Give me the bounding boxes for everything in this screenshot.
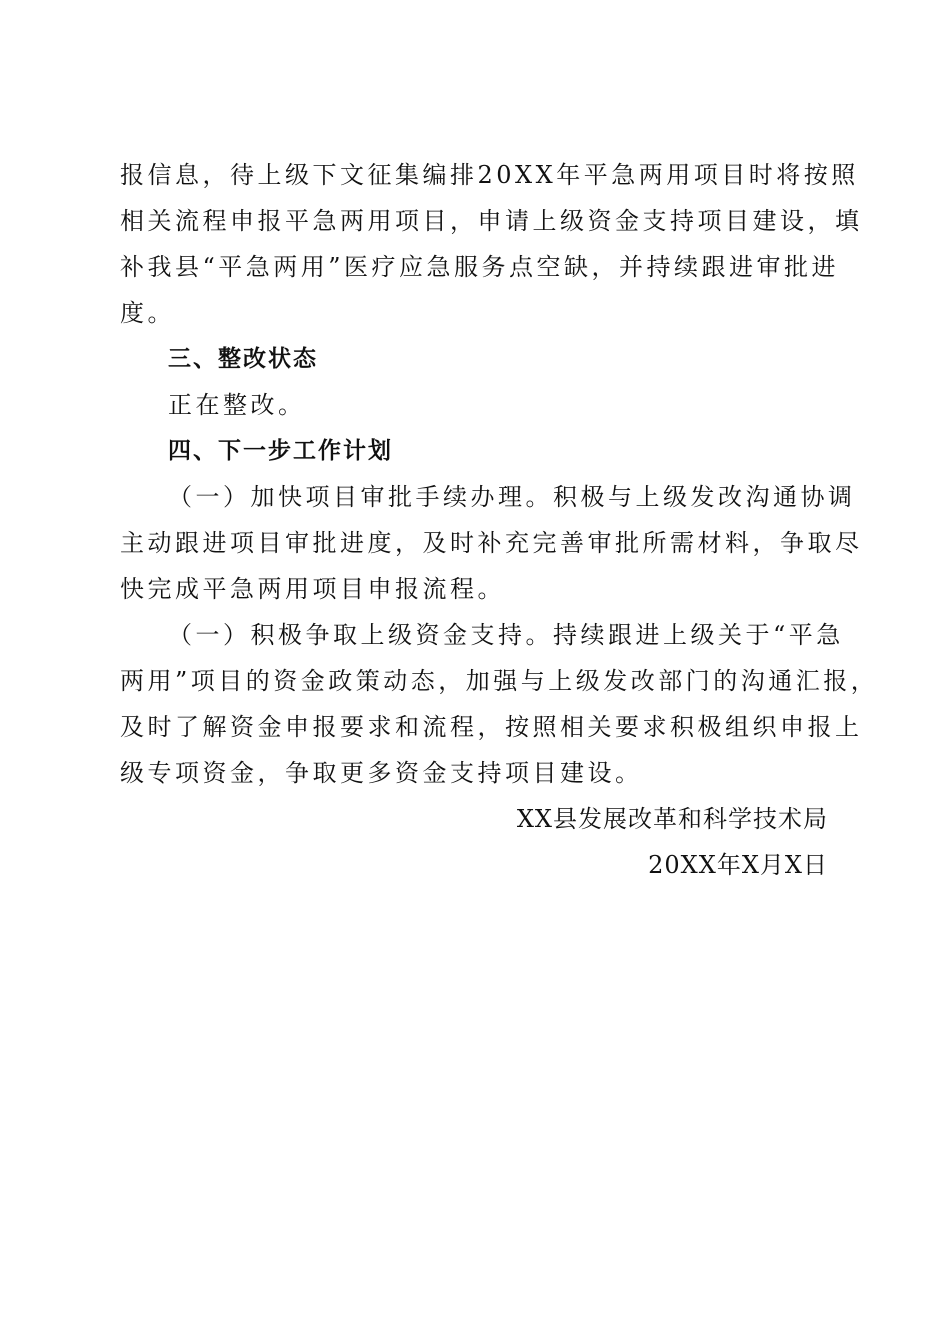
text-line: 相关流程申报平急两用项目，申请上级资金支持项目建设，填 [120, 207, 863, 235]
document-body [120, 152, 879, 888]
text-line: 级专项资金，争取更多资金支持项目建设。 [120, 759, 643, 787]
next-step-item-2 [120, 612, 879, 796]
section-heading-next-steps: 四、下一步工作计划 [168, 438, 393, 464]
section-heading-rectification-status: 三、整改状态 [168, 346, 318, 372]
rectification-status-text: 正在整改。 [168, 391, 306, 419]
text-line: （一）积极争取上级资金支持。持续跟进上级关于“平急 [168, 621, 844, 649]
signature-organization: XX县发展改革和科学技术局 [516, 805, 828, 833]
text-line: 及时了解资金申报要求和流程，按照相关要求积极组织申报上 [120, 713, 863, 741]
signature-date: 20XX年X月X日 [648, 851, 828, 879]
text-line: 快完成平急两用项目申报流程。 [120, 575, 505, 603]
text-line: 两用”项目的资金政策动态，加强与上级发改部门的沟通汇报， [120, 667, 879, 695]
text-line: （一）加快项目审批手续办理。积极与上级发改沟通协调 [168, 483, 856, 511]
text-line: 度。 [120, 299, 175, 327]
text-line: 报信息，待上级下文征集编排20XX年平急两用项目时将按照 [120, 161, 859, 189]
next-step-item-1 [120, 474, 863, 612]
paragraph-continuation [120, 152, 863, 336]
text-line: 补我县“平急两用”医疗应急服务点空缺，并持续跟进审批进 [120, 253, 840, 281]
text-line: 主动跟进项目审批进度，及时补充完善审批所需材料，争取尽 [120, 529, 863, 557]
